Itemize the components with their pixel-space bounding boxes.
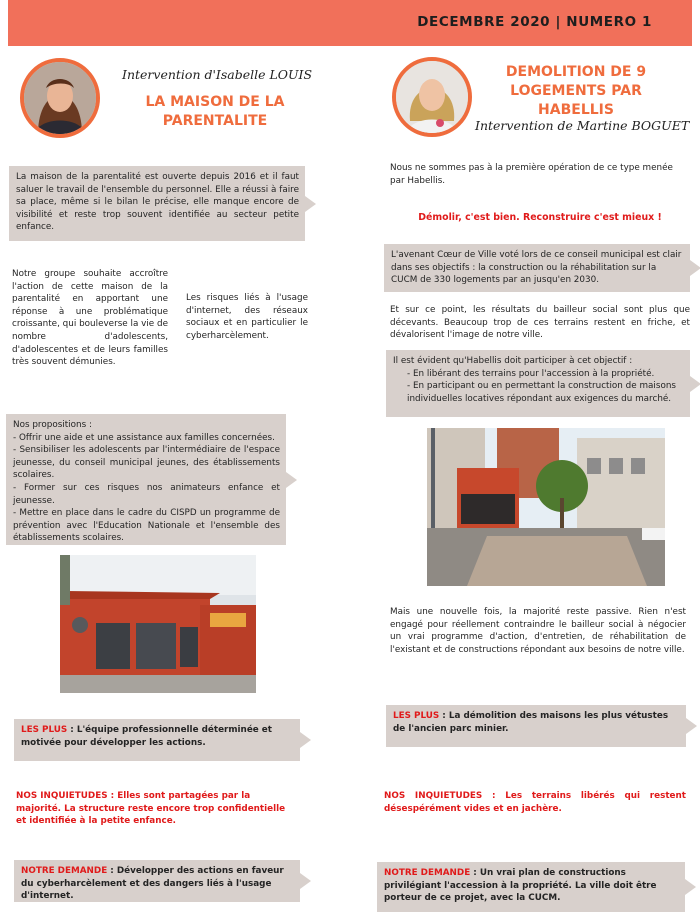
- right-demande-label: NOTRE DEMANDE: [384, 868, 471, 878]
- left-demande-box: [14, 860, 300, 902]
- demolition-site-photo: [427, 428, 665, 586]
- issue-title: DECEMBRE 2020 | NUMERO 1: [417, 14, 652, 30]
- right-intervention: Intervention de Martine BOGUET: [475, 118, 690, 133]
- left-plus-text: : L'équipe professionnelle déterminée et motivée pour développer les actions.: [21, 725, 272, 748]
- martine-boguet-portrait: [392, 57, 472, 137]
- right-inquietudes: NOS INQUIETUDES : Les terrains libérés qui restent désespérément vides et en jachère.: [384, 791, 686, 814]
- right-title-line2: LOGEMENTS PAR HABELLIS: [510, 83, 642, 118]
- left-intro-text: La maison de la parentalité est ouverte depuis 2016 et il faut saluer le travail de l'ensemble du personnel. Elle a réussi à faire sa place, même si le bilan le précise, elle manque encore de visibilité et reste trop souvent identifiée au secteur petite enfance.: [16, 172, 299, 233]
- evident-title: Il est évident qu'Habellis doit participer à cet objectif :: [393, 356, 633, 366]
- right-demande-box: [377, 862, 685, 912]
- avenant-box: [384, 244, 690, 292]
- left-intervention: Intervention d'Isabelle LOUIS: [122, 67, 313, 82]
- left-demande-label: NOTRE DEMANDE: [21, 866, 108, 876]
- left-title-line1: LA MAISON DE LA: [145, 94, 285, 110]
- left-plus-box: [14, 719, 300, 761]
- left-intro-box: [9, 166, 305, 241]
- right-plus-box: [386, 705, 686, 747]
- right-title-line1: DEMOLITION DE 9: [505, 64, 647, 80]
- propositions-title: Nos propositions :: [13, 420, 92, 430]
- left-para2: Les risques liés à l'usage d'internet, des réseaux sociaux et en particulier le cyberharcèlement.: [186, 293, 308, 341]
- evident-item: - En participant ou en permettant la construction de maisons individuelles locatives répondant aux exigences du marché.: [407, 381, 677, 404]
- proposition-item: - Mettre en place dans le cadre du CISPD un programme de prévention avec l'Education Nationale et l'ensemble des établissements scolaires.: [13, 508, 280, 544]
- maison-parentalite-photo: [60, 555, 256, 693]
- left-plus-label: LES PLUS: [21, 725, 68, 735]
- right-section-title: [470, 63, 682, 120]
- right-demande-text: : Un vrai plan de constructions privilégiant l'accession à la propriété. La ville doit être porteur de ce projet, avec la CUCM.: [384, 868, 657, 904]
- left-inquietudes: NOS INQUIETUDES : Elles sont partagées par la majorité. La structure reste encore trop confidentielle et identifiée à la petite enfance.: [16, 791, 286, 827]
- proposition-item: - Former sur ces risques nos animateurs enfance et jeunesse.: [13, 482, 280, 506]
- right-plus-label: LES PLUS: [393, 711, 440, 721]
- isabelle-louis-portrait: [20, 58, 100, 138]
- proposition-item: - Sensibiliser les adolescents par l'intermédiaire de l'espace jeunesse, du conseil municipal jeunes, des établissements scolaires.: [13, 445, 280, 481]
- right-slogan: Démolir, c'est bien. Reconstruire c'est mieux !: [418, 212, 662, 223]
- evident-item: - En libérant des terrains pour l'accession à la propriété.: [407, 368, 655, 379]
- right-intro: Nous ne sommes pas à la première opération de ce type menée par Habellis.: [390, 163, 673, 186]
- right-plus-text: : La démolition des maisons les plus vétustes de l'ancien parc minier.: [393, 711, 669, 734]
- proposition-item: - Offrir une aide et une assistance aux familles concernées.: [13, 432, 275, 443]
- left-demande-text: : Développer des actions en faveur du cyberharcèlement et des dangers liés à l'usage d'internet.: [21, 866, 284, 902]
- right-resultats: Et sur ce point, les résultats du bailleur social sont plus que décevants. Beaucoup trop de ces terrains restent en friche, et dévalorisent l'image de notre ville.: [390, 305, 690, 341]
- left-para1: Notre groupe souhaite accroître l'action de cette maison de la parentalité en apportant une réponse à une problématique croissante, qui bouleverse la vie de nombre d'adolescents, d'adolescentes et de leurs familles très souvent démunies.: [12, 269, 168, 368]
- left-title-line2: PARENTALITE: [162, 113, 268, 129]
- propositions-box: [6, 414, 286, 545]
- evident-box: [386, 350, 690, 417]
- avenant-text: L'avenant Cœur de Ville voté lors de ce conseil municipal est clair dans ses objectifs : la construction ou la réhabilitation sur la CUCM de 330 logements par an jusqu'en 2030.: [391, 250, 682, 286]
- left-section-title: [130, 93, 300, 131]
- right-passive: Mais une nouvelle fois, la majorité reste passive. Rien n'est engagé pour réellement contraindre le bailleur social à négocier un vrai programme d'action, d'entretien, de réhabilitation de l'existant et de constructions répondant aux besoins de notre ville.: [390, 607, 686, 655]
